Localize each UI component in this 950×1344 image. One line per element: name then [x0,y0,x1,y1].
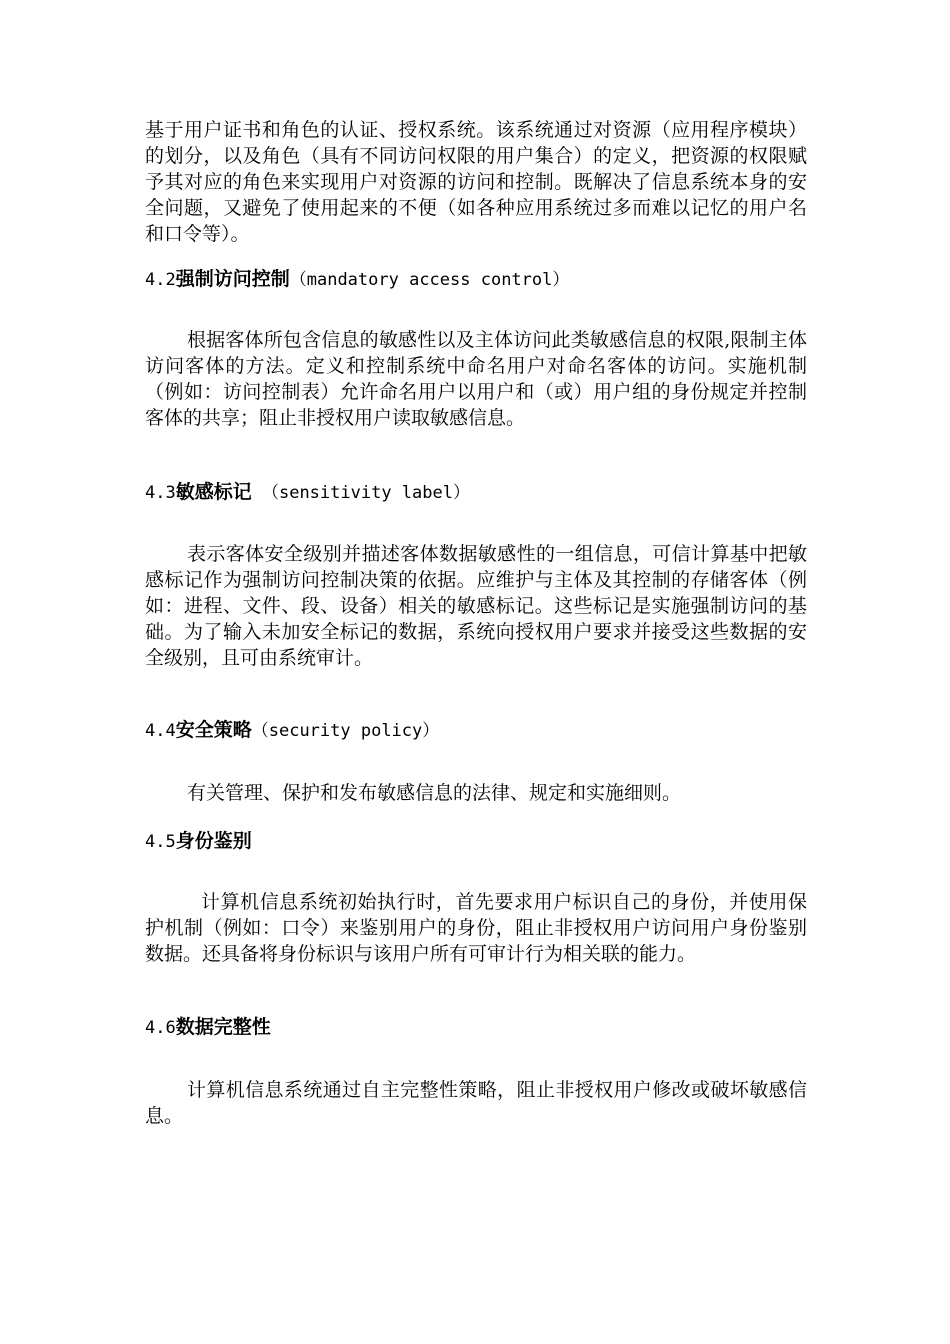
intro-paragraph: 基于用户证书和角色的认证、授权系统。该系统通过对资源（应用程序模块）的划分，以及角色（具有不同访问权限的用户集合）的定义，把资源的权限赋予其对应的角色来实现用户对资源的访问和控制。既解决了信息系统本身的安全问题，又避免了使用起来的不便（如各种应用系统过多而难以记忆的用户名和口令等）。 [145,119,807,245]
section-body-4-2: 根据客体所包含信息的敏感性以及主体访问此类敏感信息的权限,限制主体访问客体的方法。定义和控制系统中命名用户对命名客体的访问。实施机制（例如：访问控制表）允许命名用户以用户和（或）用户组的身份规定并控制客体的共享；阻止非授权用户读取敏感信息。 [145,329,807,429]
section-number: 4.6 [145,1018,176,1038]
section-heading-4-4 [145,717,807,744]
section-number: 4.2 [145,270,176,290]
section-title: 强制访问控制 [175,268,290,290]
section-number: 4.5 [145,832,176,852]
section-body-4-4: 有关管理、保护和发布敏感信息的法律、规定和实施细则。 [187,782,682,804]
section-term: （mandatory access control） [289,270,570,290]
section-body-4-6: 计算机信息系统通过自主完整性策略，阻止非授权用户修改或破坏敏感信息。 [145,1079,807,1127]
section-title: 安全策略 [175,719,252,741]
section-title: 敏感标记 [175,481,252,503]
section-title: 数据完整性 [175,1016,271,1038]
section-heading-4-2 [145,266,807,293]
section-title: 身份鉴别 [175,830,252,852]
section-number: 4.4 [145,721,176,741]
section-number: 4.3 [145,483,176,503]
section-heading-4-6 [145,1014,807,1041]
section-heading-4-5 [145,828,807,855]
section-body-4-5: 计算机信息系统初始执行时，首先要求用户标识自己的身份，并使用保护机制（例如：口令）来鉴别用户的身份，阻止非授权用户访问用户身份鉴别数据。还具备将身份标识与该用户所有可审计行为相关联的能力。 [145,891,807,965]
section-body-4-3: 表示客体安全级别并描述客体数据敏感性的一组信息，可信计算基中把敏感标记作为强制访问控制决策的依据。应维护与主体及其控制的存储客体（例如：进程、文件、段、设备）相关的敏感标记。这些标记是实施强制访问的基础。为了输入未加安全标记的数据，系统向授权用户要求并接受这些数据的安全级别，且可由系统审计。 [145,543,807,669]
section-term: （sensitivity label） [251,483,470,503]
section-heading-4-3 [145,479,807,506]
section-term: （security policy） [251,721,440,741]
